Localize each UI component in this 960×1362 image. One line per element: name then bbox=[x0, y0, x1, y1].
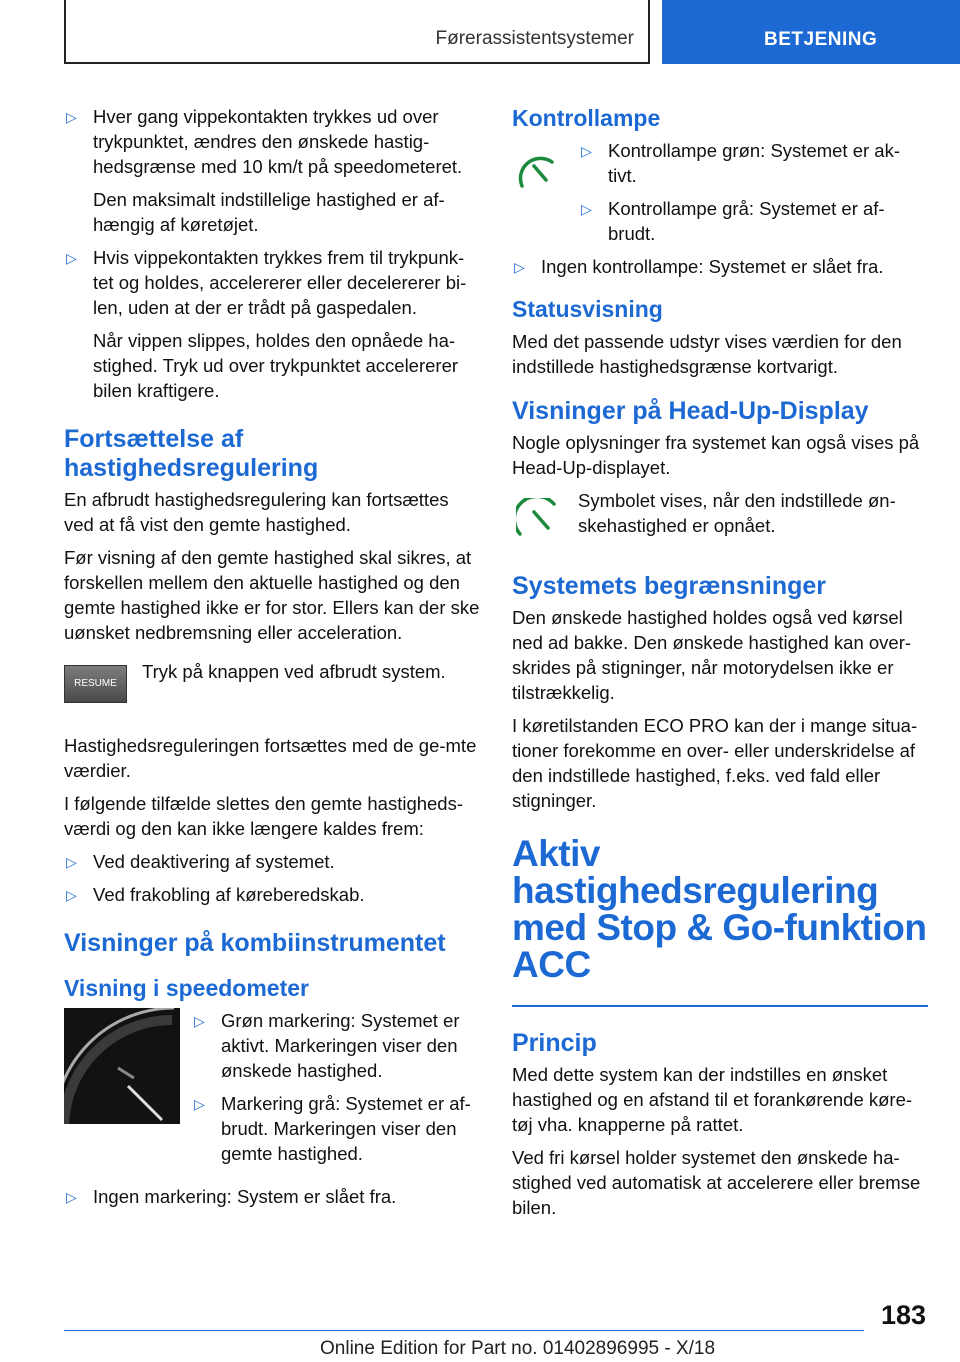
bullet-triangle-icon: ▷ bbox=[581, 201, 592, 217]
bullet-text: Kontrollampe grå: Systemet er af-brudt. bbox=[608, 198, 885, 244]
resume-row bbox=[64, 659, 480, 721]
bullet-text: Ved deaktivering af systemet. bbox=[93, 851, 335, 872]
bullet-triangle-icon: ▷ bbox=[66, 109, 77, 125]
list-item bbox=[579, 138, 928, 188]
divider bbox=[512, 1005, 928, 1007]
section-title: Førerassistentsystemer bbox=[435, 28, 634, 49]
paragraph: Med dette system kan der indstilles en ønsket hastighed og en afstand til et forankørende køre-tøj vha. knapperne på rattet. bbox=[512, 1064, 913, 1135]
paragraph: Ved fri kørsel holder systemet den ønskede ha-stighed ved automatisk at accelerere eller bremse bilen. bbox=[512, 1147, 921, 1218]
heading-limits: Systemets begrænsninger bbox=[512, 572, 826, 600]
resume-button-icon: RESUME bbox=[64, 665, 127, 703]
resume-text: Tryk på knappen ved afbrudt system. bbox=[142, 661, 446, 682]
hud-speed-icon bbox=[516, 498, 562, 540]
speedometer-image bbox=[64, 1008, 180, 1124]
bullet-text: Ved frakobling af køreberedskab. bbox=[93, 884, 365, 905]
bullet-triangle-icon: ▷ bbox=[581, 143, 592, 159]
paragraph: I køretilstanden ECO PRO kan der i mange situa-tioner forekomme en over- eller underskridelse af den indstillede hastighed, f.eks. ved fald eller stigninger. bbox=[512, 715, 918, 811]
bullet-triangle-icon: ▷ bbox=[194, 1096, 205, 1112]
heading-status: Statusvisning bbox=[512, 296, 663, 322]
heading-kombi: Visninger på kombiinstrumentet bbox=[64, 929, 446, 957]
bullet-text: Ingen kontrollampe: Systemet er slået fra. bbox=[541, 256, 884, 277]
paragraph: Før visning af den gemte hastighed skal sikres, at forskellen mellem den aktuelle hastighed og den gemte hastighed ikke er for stor. Ellers kan der ske uønsket nedbremsning eller acceleration. bbox=[64, 547, 480, 643]
list-item bbox=[192, 1008, 480, 1083]
bullet-triangle-icon: ▷ bbox=[66, 250, 77, 266]
list-item bbox=[579, 196, 928, 246]
list-item bbox=[64, 882, 480, 907]
bullet-text: Grøn markering: Systemet er aktivt. Markeringen viser den ønskede hastighed. bbox=[221, 1010, 460, 1081]
bullet-text: Ingen markering: System er slået fra. bbox=[93, 1186, 397, 1207]
edition-text: Online Edition for Part no. 01402896995 - X/18 bbox=[320, 1338, 716, 1359]
lamp-row bbox=[512, 138, 928, 246]
hud-icon-text: Symbolet vises, når den indstillede øn-skehastighed er opnået. bbox=[578, 490, 896, 536]
heading-hud: Visninger på Head-Up-Display bbox=[512, 397, 869, 425]
bullet-triangle-icon: ▷ bbox=[194, 1013, 205, 1029]
heading-lamp: Kontrollampe bbox=[512, 105, 661, 131]
bullet-triangle-icon: ▷ bbox=[66, 887, 77, 903]
heading-continue: Fortsættelse af hastighedsregulering bbox=[64, 425, 319, 482]
list-item bbox=[64, 245, 480, 403]
paragraph: En afbrudt hastighedsregulering kan fortsættes ved at få vist den gemte hastighed. bbox=[64, 489, 449, 535]
right-column bbox=[512, 104, 928, 1228]
speedometer-row bbox=[64, 1008, 480, 1184]
paragraph: Den ønskede hastighed holdes også ved kørsel ned ad bakke. Den ønskede hastighed kan over-skrides på stigninger, når motorydelsen ikke er tilstrækkelig. bbox=[512, 607, 912, 703]
bullet-text: Når vippen slippes, holdes den opnåede ha-stighed. Tryk ud over trykpunktet accelererer bilen kraftigere. bbox=[93, 330, 459, 401]
paragraph: Med det passende udstyr vises værdien for den indstillede hastighedsgrænse kortvarigt. bbox=[512, 331, 902, 377]
bullet-text: Den maksimalt indstillelige hastighed er af-hængig af køretøjet. bbox=[93, 189, 445, 235]
heading-speedometer: Visning i speedometer bbox=[64, 975, 309, 1001]
bullet-triangle-icon: ▷ bbox=[66, 854, 77, 870]
bullet-triangle-icon: ▷ bbox=[514, 259, 525, 275]
bullet-text: Kontrollampe grøn: Systemet er ak-tivt. bbox=[608, 140, 900, 186]
paragraph: Hastighedsreguleringen fortsættes med de ge-mte værdier. bbox=[64, 735, 477, 781]
bullet-triangle-icon: ▷ bbox=[66, 1189, 77, 1205]
bullet-text: Hvis vippekontakten trykkes frem til trykpunk-tet og holdes, accelererer eller decelererer bi-len, uden at der er trådt på gaspedalen. bbox=[93, 247, 467, 318]
header-tab bbox=[662, 0, 960, 64]
list-item bbox=[64, 104, 480, 237]
bullet-text: Markering grå: Systemet er af-brudt. Markeringen viser den gemte hastighed. bbox=[221, 1093, 471, 1164]
list-item bbox=[192, 1091, 480, 1166]
hud-row bbox=[512, 488, 928, 550]
page-number: 183 bbox=[880, 1300, 926, 1330]
tab-label: BETJENING bbox=[764, 29, 878, 50]
left-column bbox=[64, 104, 480, 1217]
list-item bbox=[512, 254, 928, 279]
paragraph: I følgende tilfælde slettes den gemte hastigheds-værdi og den kan ikke længere kaldes frem: bbox=[64, 793, 464, 839]
list-item bbox=[64, 1184, 480, 1209]
heading-princip: Princip bbox=[512, 1029, 597, 1057]
header-section bbox=[64, 0, 650, 64]
footer-divider bbox=[64, 1330, 864, 1331]
heading-acc: Aktiv hastighedsregulering med Stop & Go-funktion ACC bbox=[512, 833, 927, 985]
list-item bbox=[64, 849, 480, 874]
bullet-text: Hver gang vippekontakten trykkes ud over trykpunktet, ændres den ønskede hastig-hedsgrænse med 10 km/t på speedometeret. bbox=[93, 106, 463, 177]
speed-limit-lamp-icon bbox=[518, 154, 560, 192]
paragraph: Nogle oplysninger fra systemet kan også vises på Head-Up-displayet. bbox=[512, 432, 920, 478]
